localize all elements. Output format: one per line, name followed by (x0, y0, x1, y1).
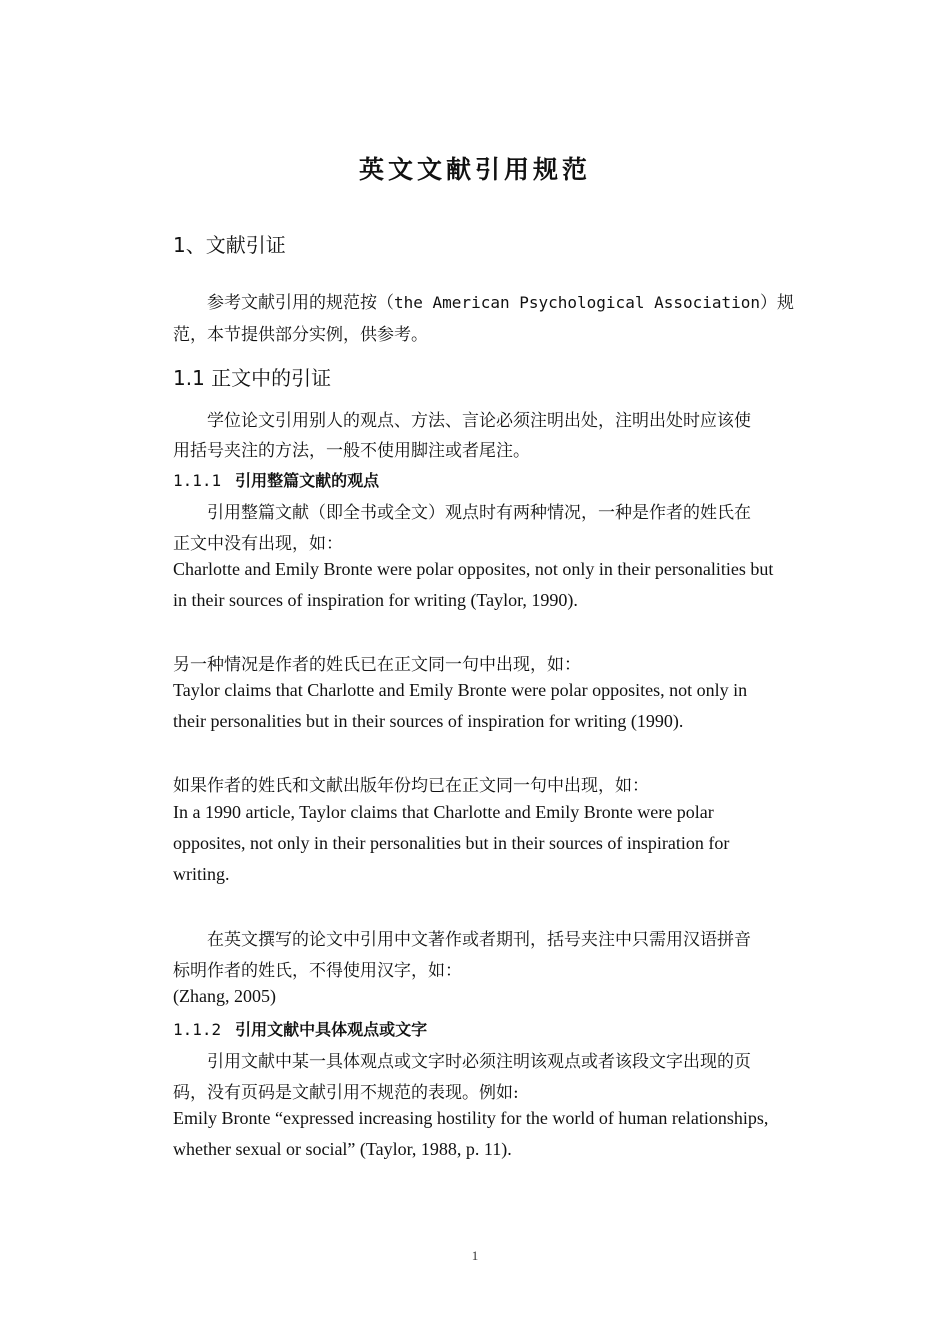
section-number: 1.1.1 (173, 471, 222, 490)
section-title: 引用文献中具体观点或文字 (235, 1020, 428, 1039)
example-1-line-1: Charlotte and Emily Bronte were polar opposites, not only in their personalities but (173, 559, 774, 579)
intro-line-1 (207, 288, 794, 313)
section-1-1-2-line-2: 码，没有页码是文献引用不规范的表现。例如: (173, 1083, 519, 1103)
example-5-line-2: whether sexual or social” (Taylor, 1988, p. 11). (173, 1139, 512, 1159)
example-3-line-1: In a 1990 article, Taylor claims that Charlotte and Emily Bronte were polar (173, 802, 714, 822)
chinese-note-line-2: 标明作者的姓氏，不得使用汉字，如： (173, 961, 462, 981)
example-1-line-2: in their sources of inspiration for writing (Taylor, 1990). (173, 590, 578, 610)
intro-line-1-post: ）规 (760, 293, 795, 313)
section-number: 1.1.2 (173, 1020, 222, 1039)
example-2-line-2: their personalities but in their sources of inspiration for writing (1990). (173, 711, 684, 731)
section-heading-1-1-2 (173, 1017, 427, 1040)
section-1-1-1-line-1: 引用整篇文献（即全书或全文）观点时有两种情况，一种是作者的姓氏在 (207, 503, 751, 523)
example-5-line-1: Emily Bronte “expressed increasing hostility for the world of human relationships, (173, 1108, 769, 1128)
section-1-1-2-line-1: 引用文献中某一具体观点或文字时必须注明该观点或者该段文字出现的页 (207, 1052, 751, 1072)
document-title: 英文文献引用规范 (358, 155, 591, 184)
intro-line-1-pre: 参考文献引用的规范按（ (207, 293, 394, 313)
example-2-line-1: Taylor claims that Charlotte and Emily Bronte were polar opposites, not only in (173, 680, 748, 700)
case-2-text: 另一种情况是作者的姓氏已在正文同一句中出现，如： (173, 655, 581, 675)
intro-line-2: 范，本节提供部分实例，供参考。 (173, 325, 428, 345)
section-1-1-line-1: 学位论文引用别人的观点、方法、言论必须注明出处，注明出处时应该使 (207, 411, 751, 431)
page-number: 1 (471, 1248, 479, 1263)
section-title: 引用整篇文献的观点 (235, 471, 380, 490)
example-4: (Zhang, 2005) (173, 986, 276, 1006)
apa-name: the American Psychological Association (394, 293, 761, 312)
section-1-1-1-line-2: 正文中没有出现，如： (173, 534, 343, 554)
chinese-note-line-1: 在英文撰写的论文中引用中文著作或者期刊，括号夹注中只需用汉语拼音 (207, 930, 751, 950)
section-heading-1-1-1 (173, 468, 379, 491)
section-heading-1: 1、文献引证 (173, 233, 286, 257)
section-1-1-line-2: 用括号夹注的方法，一般不使用脚注或者尾注。 (173, 441, 530, 461)
example-3-line-2: opposites, not only in their personalities but in their sources of inspiration for (173, 833, 730, 853)
example-3-line-3: writing. (173, 864, 230, 884)
case-3-text: 如果作者的姓氏和文献出版年份均已在正文同一句中出现，如： (173, 776, 649, 796)
section-heading-1-1: 1.1 正文中的引证 (173, 366, 332, 390)
